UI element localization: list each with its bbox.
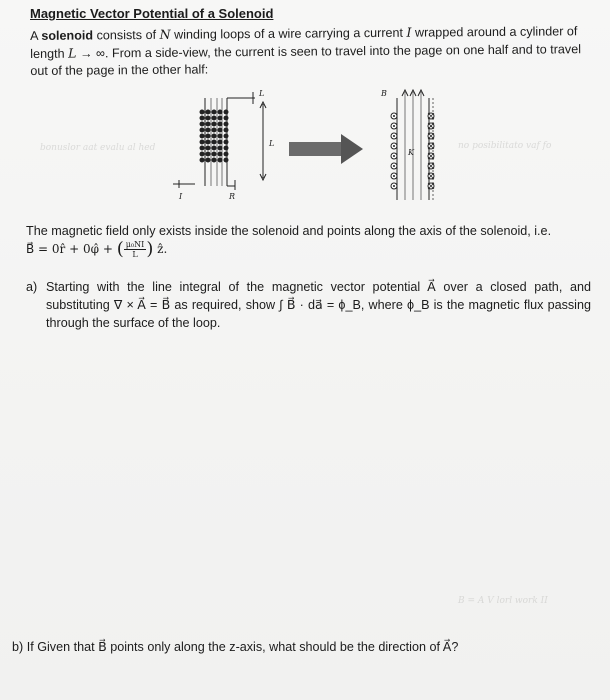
transition-arrow <box>289 134 363 164</box>
label-L-side: L <box>269 139 275 148</box>
intro-text: consists of <box>93 27 160 43</box>
field-equation: B⃗ = 0r̂ + 0φ̂ + ( $\frac{\text{μ₀NI}}{L}$ ) ẑ. <box>26 238 168 260</box>
field-description: The magnetic field only exists inside the solenoid and points along the axis of the solenoid, i.e. <box>26 224 552 238</box>
intro-bold-term: solenoid <box>41 28 94 43</box>
question-a-text: Starting with the line integral of the magnetic vector potential A⃗ over a closed path, and substituting ∇ × A⃗ = B⃗ as required, show ∫ B⃗ · da⃗ = ϕ_B, where ϕ_B is the magnetic flux passing through the surface of the loop. <box>46 280 591 330</box>
symbol-N: N <box>159 26 171 42</box>
equation-fraction <box>124 240 147 259</box>
solenoid-side-view <box>173 92 266 190</box>
label-I: I <box>179 192 183 201</box>
equation-suffix: ẑ. <box>153 242 168 256</box>
question-b-text: If Given that B⃗ points only along the z-axis, what should be the direction of A⃗? <box>26 640 459 654</box>
solenoid-cross-section <box>391 90 434 200</box>
equation-prefix: B⃗ = 0r̂ + 0φ̂ + <box>26 242 117 256</box>
question-a <box>26 278 591 332</box>
question-b <box>12 638 592 656</box>
symbol-I: I <box>406 24 412 40</box>
intro-paragraph <box>30 22 590 80</box>
intro-text: wrapped around a cylinder of length <box>30 24 578 61</box>
ghost-text-left: bonuslor aat evalu al hed <box>40 143 156 153</box>
ghost-text-right: no posibilitato vaf fo <box>458 141 552 151</box>
field-statement <box>26 222 596 259</box>
label-K: K <box>408 148 414 157</box>
solenoid-figure <box>165 82 465 206</box>
faint-show-through-text: B = A V lorl work II <box>458 596 548 606</box>
fraction-numerator: μ₀NI <box>125 240 145 249</box>
document-title: Magnetic Vector Potential of a Solenoid <box>30 6 274 21</box>
question-b-label: b) <box>12 640 24 654</box>
label-R: R <box>229 192 236 201</box>
intro-text: winding loops of a wire carrying a current <box>170 25 407 42</box>
intro-text: A <box>30 28 42 43</box>
label-B: B <box>381 89 387 98</box>
label-L-top: L <box>259 89 265 98</box>
fraction-denominator: L <box>132 250 138 259</box>
question-a-label: a) <box>26 280 38 294</box>
intro-text: → ∞. From a side-view, the current is seen to travel into the page on one half and to travel out of the page in the other half: <box>30 42 582 78</box>
symbol-L: L <box>67 45 77 61</box>
